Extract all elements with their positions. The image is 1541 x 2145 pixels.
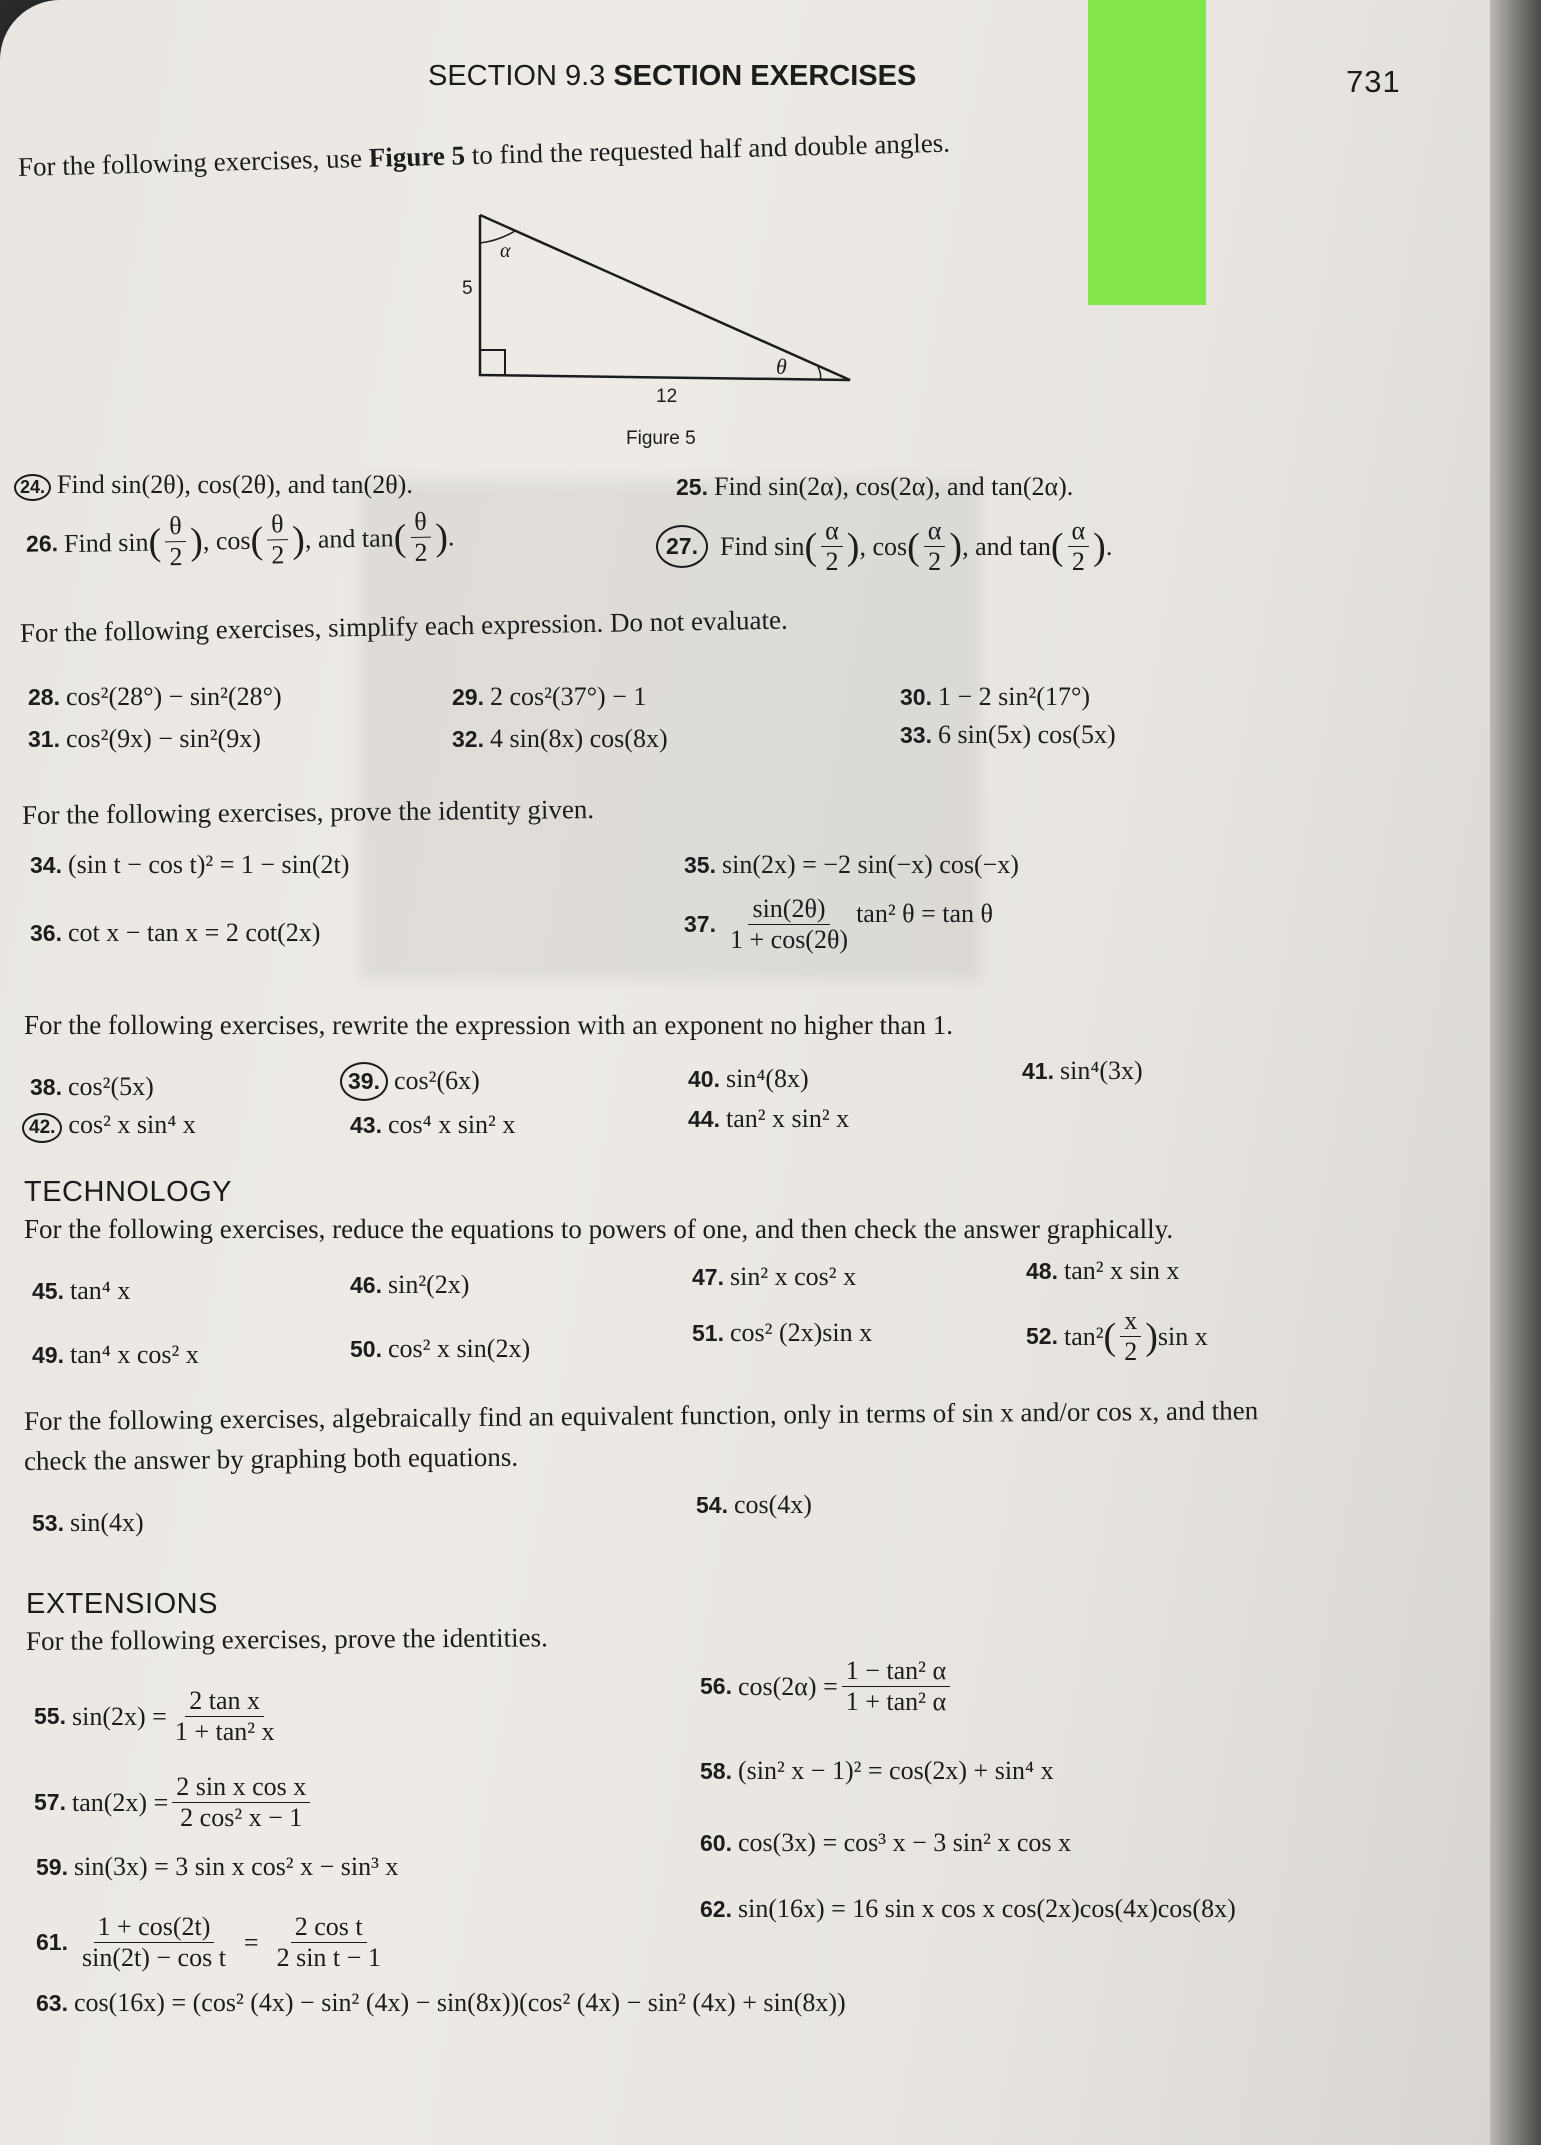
exercise-42 xyxy=(22,1110,196,1143)
exercise-30 xyxy=(900,682,1090,712)
exercise-text: Find sin xyxy=(63,527,149,558)
exercise-text: cos²(5x) xyxy=(67,1072,154,1101)
exercise-number: 27. xyxy=(656,525,708,568)
right-angle-marker xyxy=(480,350,505,375)
theta-arc xyxy=(818,367,821,380)
numerator: θ xyxy=(410,507,431,538)
exercise-number: 55. xyxy=(34,1703,66,1729)
exercise-61 xyxy=(36,1912,389,1973)
exercise-62 xyxy=(700,1894,1236,1924)
exercise-54 xyxy=(696,1490,812,1520)
exercise-text: cot x − tan x = 2 cot(2x) xyxy=(67,918,321,947)
exercise-24 xyxy=(14,470,413,501)
exercise-number: 31. xyxy=(28,726,60,752)
exercise-57 xyxy=(34,1772,314,1833)
page-edge xyxy=(1490,0,1541,2145)
exercise-number: 56. xyxy=(700,1673,732,1699)
instruction-algebraic-line2: check the answer by graphing both equations. xyxy=(23,1441,519,1476)
fraction xyxy=(273,1912,385,1973)
exercise-number: 47. xyxy=(692,1264,724,1290)
fraction xyxy=(171,1686,279,1747)
instruction-extensions: For the following exercises, prove the identities. xyxy=(25,1622,548,1656)
denominator: 1 + tan² x xyxy=(174,1717,275,1746)
exercise-number: 46. xyxy=(350,1272,382,1298)
denominator: 1 + cos(2θ) xyxy=(729,925,849,954)
exercise-number: 33. xyxy=(900,722,932,748)
figure-reference: Figure 5 xyxy=(368,140,466,173)
figure-5-triangle xyxy=(440,205,860,405)
exercise-number: 44. xyxy=(688,1106,720,1132)
exercise-47 xyxy=(692,1262,856,1292)
exercise-number: 61. xyxy=(36,1929,68,1955)
denominator: 2 xyxy=(928,547,942,576)
denominator: 2 cos² x − 1 xyxy=(180,1803,303,1832)
exercise-text: 4 sin(8x) cos(8x) xyxy=(489,724,668,753)
fraction xyxy=(165,511,187,572)
green-sticky-note xyxy=(1088,0,1206,305)
exercise-number: 24. xyxy=(14,474,51,501)
exercise-number: 58. xyxy=(700,1758,732,1784)
side-horizontal-label: 12 xyxy=(656,386,678,407)
exercise-43 xyxy=(350,1110,515,1140)
page-number: 731 xyxy=(1346,64,1401,99)
fraction xyxy=(1120,1306,1141,1367)
exercise-37 xyxy=(684,894,993,955)
exercise-59 xyxy=(36,1852,398,1882)
exercise-text: 1 − 2 sin²(17°) xyxy=(937,682,1090,711)
exercise-58 xyxy=(700,1756,1054,1786)
denominator: sin(2t) − cos t xyxy=(81,1943,226,1972)
exercise-text: tan(2x) = xyxy=(71,1787,169,1817)
numerator: 2 sin x cos x xyxy=(172,1772,310,1803)
exercise-56 xyxy=(700,1656,954,1717)
exercise-number: 36. xyxy=(30,920,62,946)
exercise-text: . xyxy=(1105,531,1113,561)
exercise-29 xyxy=(452,682,646,712)
exercise-text: sin⁴(3x) xyxy=(1059,1056,1143,1085)
exercise-number: 50. xyxy=(350,1336,382,1362)
exercise-35 xyxy=(684,850,1019,880)
numerator: x xyxy=(1120,1306,1141,1337)
exercise-number: 43. xyxy=(350,1112,382,1138)
exercise-text: cos(2α) = xyxy=(737,1671,838,1701)
exercise-text: tan² θ = tan θ xyxy=(856,898,993,928)
instruction-text: For the following exercises, use xyxy=(17,142,370,182)
exercise-number: 29. xyxy=(452,684,484,710)
exercise-number: 25. xyxy=(676,474,708,500)
exercise-27: 27. Find sin ( $\frac{\alpha}{2}$ ) , cos ( $\frac{\alpha}{2}$ ) , and tan ( $\frac{\alpha}{2}$ ) . xyxy=(656,516,1112,577)
numerator: 2 cos t xyxy=(291,1912,367,1943)
section-prefix: SECTION 9.3 xyxy=(428,60,606,92)
exercise-55 xyxy=(34,1686,283,1747)
exercise-49 xyxy=(32,1340,199,1370)
exercise-number: 41. xyxy=(1022,1058,1054,1084)
exercise-text: , and tan xyxy=(962,531,1051,561)
denominator: 2 sin t − 1 xyxy=(276,1943,381,1972)
exercise-text: tan⁴ x xyxy=(69,1276,131,1305)
exercise-text: sin(2x) = xyxy=(71,1701,167,1731)
exercise-text: cos²(9x) − sin²(9x) xyxy=(65,724,261,753)
numerator: α xyxy=(821,516,843,547)
exercise-44 xyxy=(688,1104,849,1134)
exercise-number: 53. xyxy=(32,1510,64,1536)
section-technology: TECHNOLOGY xyxy=(24,1176,233,1208)
exercise-text: , cos xyxy=(202,525,251,556)
exercise-number: 63. xyxy=(36,1990,68,2016)
denominator: 1 + tan² α xyxy=(845,1687,947,1716)
exercise-number: 30. xyxy=(900,684,932,710)
exercise-text: Find sin xyxy=(719,531,805,561)
exercise-text: sin(4x) xyxy=(69,1508,144,1537)
fraction xyxy=(842,1656,950,1717)
section-extensions: EXTENSIONS xyxy=(26,1588,218,1620)
exercise-number: 37. xyxy=(684,911,716,937)
denominator: 2 xyxy=(271,540,285,570)
instruction-algebraic-line1: For the following exercises, algebraically find an equivalent function, only in terms of sin x and/or cos x, and then xyxy=(23,1395,1259,1436)
exercise-number: 26. xyxy=(25,530,59,557)
denominator: 2 xyxy=(825,547,839,576)
instruction-rewrite: For the following exercises, rewrite the expression with an exponent no higher than 1. xyxy=(24,1010,954,1040)
exercise-text: sin(3x) = 3 sin x cos² x − sin³ x xyxy=(73,1852,399,1881)
exercise-39 xyxy=(340,1062,480,1101)
exercise-53 xyxy=(32,1508,144,1538)
fraction xyxy=(267,509,289,570)
exercise-text: cos² x sin(2x) xyxy=(387,1334,531,1363)
exercise-38 xyxy=(30,1072,154,1102)
exercise-number: 42. xyxy=(22,1113,62,1143)
exercise-25 xyxy=(676,472,1073,502)
exercise-text: cos⁴ x sin² x xyxy=(387,1110,516,1139)
exercise-28 xyxy=(28,682,282,712)
exercise-number: 32. xyxy=(452,726,484,752)
exercise-number: 52. xyxy=(1026,1323,1058,1349)
exercise-text: tan² xyxy=(1063,1321,1104,1351)
exercise-text: sin²(2x) xyxy=(387,1270,470,1299)
denominator: 2 xyxy=(1071,547,1085,576)
instruction-prove: For the following exercises, prove the identity given. xyxy=(21,794,595,830)
exercise-text: sin² x cos² x xyxy=(729,1262,857,1291)
side-vertical-label: 5 xyxy=(462,278,473,299)
exercise-text: , cos xyxy=(859,531,908,561)
exercise-number: 57. xyxy=(34,1789,66,1815)
exercise-text: tan² x sin² x xyxy=(725,1104,850,1133)
exercise-number: 54. xyxy=(696,1492,728,1518)
exercise-46 xyxy=(350,1270,469,1300)
exercise-number: 35. xyxy=(684,852,716,878)
numerator: α xyxy=(924,516,946,547)
exercise-number: 51. xyxy=(692,1320,724,1346)
exercise-60 xyxy=(700,1828,1071,1858)
exercise-text: cos² (2x)sin x xyxy=(729,1318,873,1347)
exercise-text: cos(4x) xyxy=(733,1490,812,1519)
instruction-text: to find the requested half and double angles. xyxy=(464,127,951,171)
exercise-number: 49. xyxy=(32,1342,64,1368)
numerator: α xyxy=(1068,516,1090,547)
exercise-36 xyxy=(30,918,320,948)
exercise-number: 48. xyxy=(1026,1258,1058,1284)
exercise-50 xyxy=(350,1334,530,1364)
exercise-63 xyxy=(36,1988,846,2018)
denominator: 2 xyxy=(1124,1337,1138,1366)
angle-alpha-label: α xyxy=(500,240,511,262)
exercise-text: sin x xyxy=(1157,1321,1208,1351)
numerator: sin(2θ) xyxy=(748,894,829,925)
exercise-52: 52. tan² ( $\frac{x}{2}$ ) sin x xyxy=(1026,1306,1208,1366)
exercise-text: cos² x sin⁴ x xyxy=(68,1110,196,1139)
exercise-text: sin⁴(8x) xyxy=(725,1064,809,1093)
instruction-simplify: For the following exercises, simplify each expression. Do not evaluate. xyxy=(19,604,788,648)
exercise-33 xyxy=(900,720,1116,750)
fraction xyxy=(1068,516,1090,577)
exercise-text: sin(2x) = −2 sin(−x) cos(−x) xyxy=(721,850,1019,879)
fraction xyxy=(172,1772,310,1833)
exercise-number: 40. xyxy=(688,1066,720,1092)
exercise-number: 60. xyxy=(700,1830,732,1856)
figure-caption: Figure 5 xyxy=(626,428,696,449)
angle-theta-label: θ xyxy=(776,354,787,379)
equals-sign: = xyxy=(243,1927,259,1957)
exercise-text: 2 cos²(37°) − 1 xyxy=(489,682,647,711)
exercise-number: 34. xyxy=(30,852,62,878)
exercise-48 xyxy=(1026,1256,1179,1286)
exercise-number: 39. xyxy=(340,1062,388,1101)
exercise-text: , and tan xyxy=(304,522,394,554)
exercise-32 xyxy=(452,724,668,754)
denominator: 2 xyxy=(169,542,183,572)
exercise-number: 45. xyxy=(32,1278,64,1304)
exercise-text: Find sin(2α), cos(2α), and tan(2α). xyxy=(713,472,1074,501)
fraction xyxy=(726,894,852,955)
exercise-text: cos(3x) = cos³ x − 3 sin² x cos x xyxy=(737,1828,1072,1857)
exercise-40 xyxy=(688,1064,809,1094)
exercise-text: 6 sin(5x) cos(5x) xyxy=(937,720,1116,749)
fraction xyxy=(821,516,843,577)
exercise-text: . xyxy=(447,521,455,551)
exercise-text: Find sin(2θ), cos(2θ), and tan(2θ). xyxy=(57,470,413,499)
numerator: θ xyxy=(267,509,288,540)
exercise-number: 59. xyxy=(36,1854,68,1880)
exercise-text: cos(16x) = (cos² (4x) − sin² (4x) − sin(8x))(cos² (4x) − sin² (4x) + sin(8x)) xyxy=(73,1988,846,2017)
exercise-number: 28. xyxy=(28,684,60,710)
exercise-51 xyxy=(692,1318,872,1348)
numerator: θ xyxy=(165,511,186,542)
numerator: 1 + cos(2t) xyxy=(94,1912,215,1943)
exercise-number: 62. xyxy=(700,1896,732,1922)
numerator: 1 − tan² α xyxy=(842,1656,950,1687)
exercise-text: (sin t − cos t)² = 1 − sin(2t) xyxy=(67,850,350,879)
instruction-reduce: For the following exercises, reduce the equations to powers of one, and then check the answer graphically. xyxy=(24,1214,1174,1244)
exercise-text: cos²(28°) − sin²(28°) xyxy=(65,682,282,711)
fraction xyxy=(410,507,432,568)
exercise-text: cos²(6x) xyxy=(393,1066,480,1095)
fraction xyxy=(924,516,946,577)
exercise-text: tan⁴ x cos² x xyxy=(69,1340,199,1369)
fraction xyxy=(78,1912,230,1973)
section-header xyxy=(428,60,916,93)
exercise-34 xyxy=(30,850,349,880)
denominator: 2 xyxy=(414,537,428,567)
exercise-number: 38. xyxy=(30,1074,62,1100)
exercise-text: tan² x sin x xyxy=(1063,1256,1180,1285)
section-title: SECTION EXERCISES xyxy=(613,60,917,92)
numerator: 2 tan x xyxy=(185,1686,264,1717)
exercise-31 xyxy=(28,724,261,754)
exercise-text: (sin² x − 1)² = cos(2x) + sin⁴ x xyxy=(737,1756,1054,1785)
exercise-text: sin(16x) = 16 sin x cos x cos(2x)cos(4x)cos(8x) xyxy=(737,1894,1236,1923)
exercise-41 xyxy=(1022,1056,1143,1086)
exercise-26: 26. Find sin ( $\frac{\theta}{2}$ ) , cos ( $\frac{\theta}{2}$ ) , and tan ( $\frac{\theta}{2}$ ) . xyxy=(25,506,455,572)
exercise-45 xyxy=(32,1276,130,1306)
